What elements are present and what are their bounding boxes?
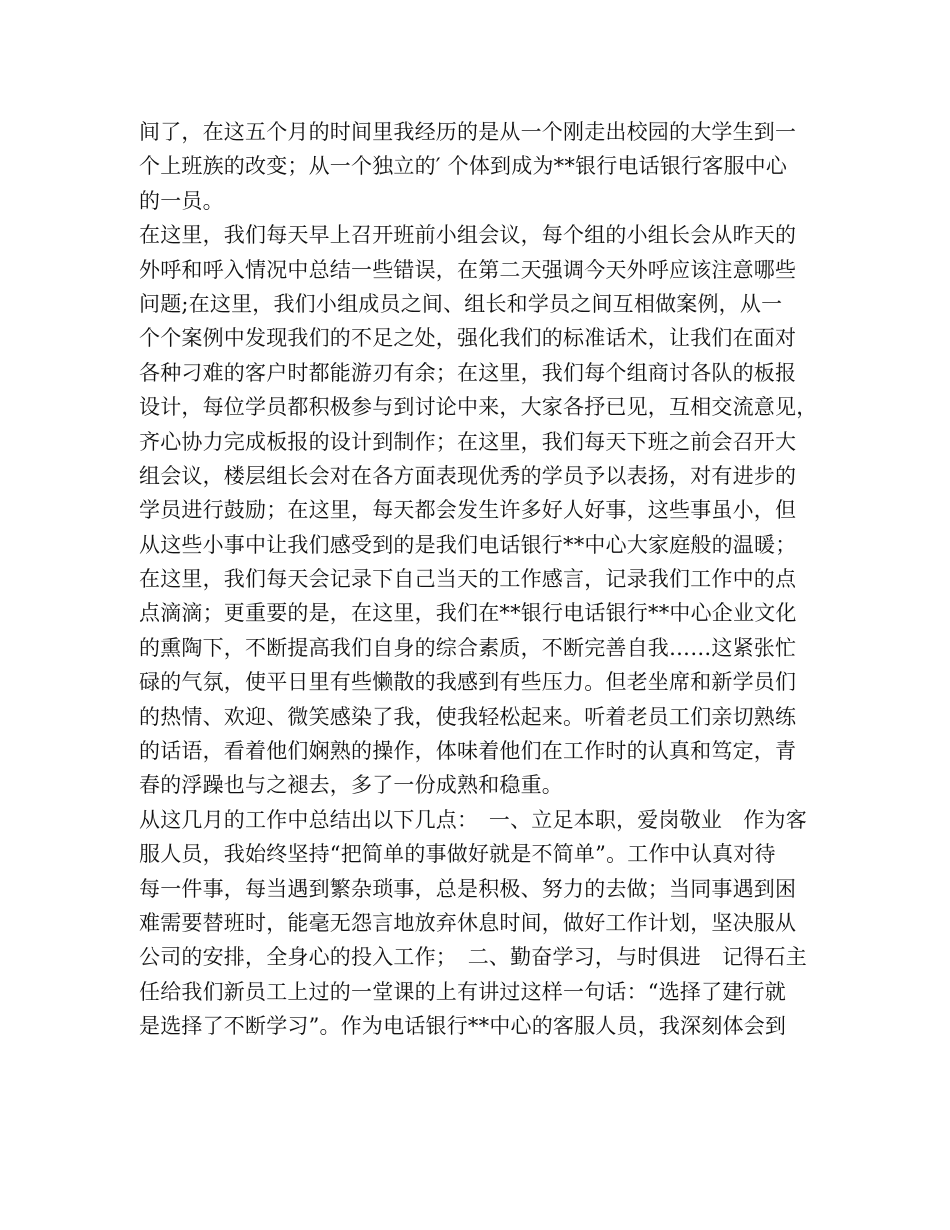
- text-line: 的熏陶下，不断提高我们自身的综合素质，不断完善自我……这紧张忙: [139, 635, 797, 660]
- text-line: 个个案例中发现我们的不足之处，强化我们的标准话术，让我们在面对: [139, 326, 797, 351]
- text-line: 在这里，我们每天早上召开班前小组会议，每个组的小组长会从昨天的: [139, 223, 797, 248]
- text-line: 从这些小事中让我们感受到的是我们电话银行**中心大家庭般的温暖；: [139, 532, 797, 557]
- body-text: [139, 115, 819, 1044]
- text-line: 外呼和呼入情况中总结一些错误，在第二天强调今天外呼应该注意哪些: [139, 257, 797, 282]
- text-line: 从这几月的工作中总结出以下几点： 一、立足本职，爱岗敬业 作为客: [139, 807, 807, 832]
- text-line: 的一员。: [139, 188, 224, 213]
- text-line: 在这里，我们每天会记录下自己当天的工作感言，记录我们工作中的点: [139, 567, 797, 592]
- text-line: 的话语，看着他们娴熟的操作，体味着他们在工作时的认真和笃定，青: [139, 739, 797, 764]
- text-line: 公司的安排，全身心的投入工作； 二、勤奋学习，与时俱进 记得石主: [139, 945, 807, 970]
- text-line: 学员进行鼓励；在这里，每天都会发生许多好人好事，这些事虽小，但: [139, 498, 797, 523]
- text-line: 个上班族的改变；从一个独立的′ 个体到成为**银行电话银行客服中心: [139, 154, 788, 179]
- text-line: 碌的气氛，使平日里有些懒散的我感到有些压力。但老坐席和新学员们: [139, 670, 797, 695]
- text-line: 任给我们新员工上过的一堂课的上有讲过这样一句话：“选择了建行就: [139, 979, 786, 1004]
- text-line: 服人员，我始终坚持“把简单的事做好就是不简单”。工作中认真对待: [139, 842, 776, 867]
- text-line: 问题;在这里，我们小组成员之间、组长和学员之间互相做案例，从一: [139, 291, 783, 316]
- text-line: 点滴滴；更重要的是，在这里，我们在**银行电话银行**中心企业文化: [139, 601, 797, 626]
- text-line: 各种刁难的客户时都能游刃有余；在这里，我们每个组商讨各队的板报: [139, 360, 797, 385]
- text-line: 齐心协力完成板报的设计到制作；在这里，我们每天下班之前会召开大: [139, 429, 797, 454]
- text-line: 春的浮躁也与之褪去，多了一份成熟和稳重。: [139, 773, 563, 798]
- text-line: 组会议，楼层组长会对在各方面表现优秀的学员予以表扬，对有进步的: [139, 463, 797, 488]
- text-line: 间了，在这五个月的时间里我经历的是从一个刚走出校园的大学生到一: [139, 120, 797, 144]
- text-line: 每一件事，每当遇到繁杂琐事，总是积极、努力的去做；当同事遇到困: [139, 876, 797, 901]
- text-line: 难需要替班时，能毫无怨言地放弃休息时间，做好工作计划，坚决服从: [139, 910, 797, 935]
- text-line: 是选择了不断学习”。作为电话银行**中心的客服人员，我深刻体会到: [139, 1014, 787, 1039]
- text-line: 的热情、欢迎、微笑感染了我，使我轻松起来。听着老员工们亲切熟练: [139, 704, 797, 729]
- text-line: 设计，每位学员都积极参与到讨论中来，大家各抒已见，互相交流意见，: [139, 395, 818, 420]
